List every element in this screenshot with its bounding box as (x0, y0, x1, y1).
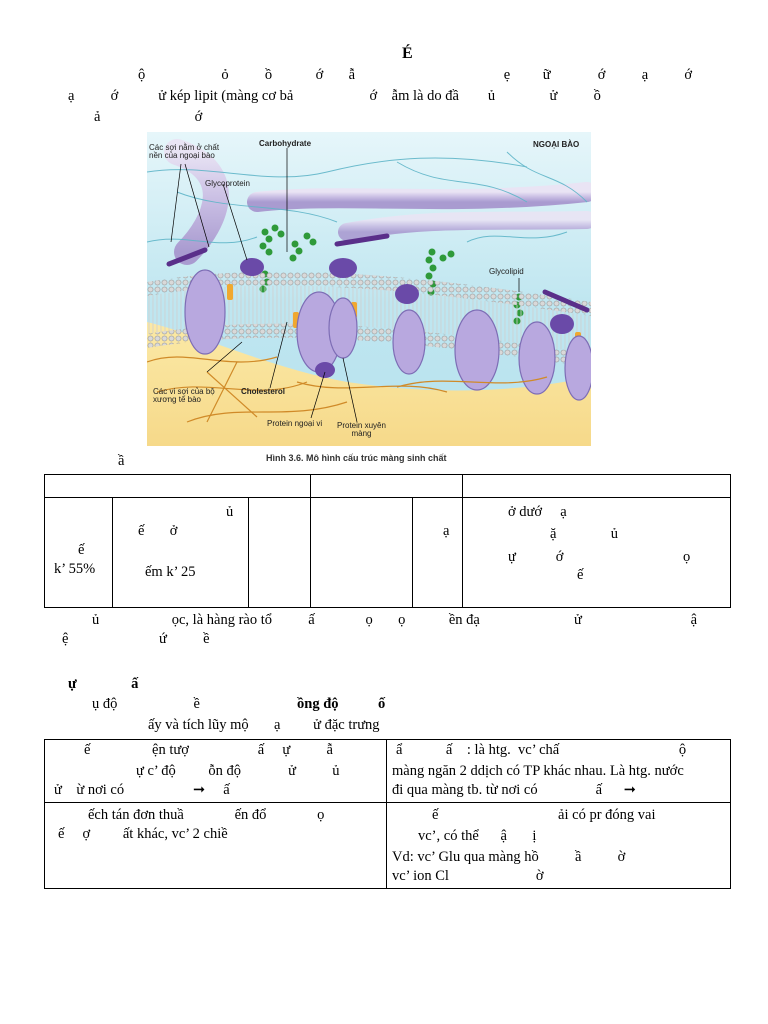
table1-col5-a: ở dướ ạ (508, 504, 567, 520)
section2-title: ự ấ (68, 676, 139, 692)
table2-r2-left-2: ế ợ ất khác, vc’ 2 chiề (58, 826, 228, 842)
table1-lipid-a: ế (78, 542, 85, 558)
table1-protein-c: ếm k’ 25 (145, 564, 196, 580)
table1-col4: ạ (443, 523, 450, 539)
table2-r1-right-1: ẩ ấ : là htg. vc’ chấ ộ (396, 742, 687, 758)
label-cholesterol: Cholesterol (241, 387, 286, 396)
intro-line-3: ả ớ (94, 109, 203, 125)
page-heading: É (402, 45, 413, 62)
table2-r2-right-4: vc’ ion Cl ờ (392, 868, 544, 884)
table1-col5-c: ự ớ ọ (508, 549, 691, 565)
label-carbohydrate: Carbohydrate (259, 139, 312, 148)
section2-sub1-c: ố (378, 696, 386, 712)
table2-r2-right-3: Vd: vc’ Glu qua màng hồ ầ ờ (392, 849, 626, 865)
after-table-line-2: ệ ứ ề (62, 631, 210, 647)
table1-lipid-b: k’ 55% (54, 561, 96, 577)
caption-prefix: ầ (118, 453, 125, 469)
label-glycoprotein: Glycoprotein (205, 179, 250, 188)
label-peripheral-protein: Protein ngoại vi (267, 419, 323, 428)
intro-line-2: ạ ớ ử kép lipit (màng cơ bả ớ ẫm là do đầ ủ ử ồ (68, 88, 601, 104)
table2-r1-right-2: màng ngăn 2 ddịch có TP khác nhau. Là htg. nước (392, 763, 684, 779)
section2-sub1-a: ụ độ ề (92, 696, 200, 712)
fiber-tube-2 (257, 192, 587, 202)
table2-r1-left-3: ử ừ nơi có ➞ ấ (54, 782, 230, 798)
label-transmembrane-protein: Protein xuyên màng (337, 421, 386, 439)
label-cytoskeleton: Các vi sợi của bộ xương tế bào (153, 387, 215, 405)
table2-r2-right-2: vc’, có thể ậ ị (418, 828, 537, 844)
label-glycolipid: Glycolipid (489, 267, 524, 276)
table2-r2-left-1: ếch tán đơn thuầ ến đổ ọ (88, 807, 325, 823)
label-ecm-fibers: Các sợi nằm ở chất nền của ngoại bào (149, 143, 220, 161)
section2-sub2: ấy và tích lũy mộ ạ ử đặc trưng (148, 717, 380, 733)
after-table-line-1: ủ ọc, là hàng rào tổ ấ ọ ọ ền đạ ử ậ (92, 612, 698, 628)
table1-protein-b: ế ở (138, 523, 178, 539)
table2-r1-left-1: ế ện tượ ấ ự ẫ (84, 742, 333, 758)
membrane-figure (147, 132, 591, 446)
table2-r2-right-1: ế ải có pr đóng vai (432, 807, 656, 823)
section2-sub1-b: ồng độ (297, 696, 339, 712)
label-extracellular: NGOẠI BÀO (533, 140, 580, 149)
figure-caption: Hình 3.6. Mô hình cấu trúc màng sinh chất (266, 453, 447, 463)
table1-col5-d: ế (577, 567, 584, 583)
table1-protein-a: ủ (226, 504, 234, 520)
intro-line-1: ộ ỏ ồ ớ ẫ ẹ ữ ớ ạ ớ (138, 67, 693, 83)
table2-r1-right-3: đi qua màng tb. từ nơi có ấ ➞ (392, 782, 636, 798)
table2-r1-left-2: ự c’ độ ỗn độ ử ủ (136, 763, 340, 779)
table1-col5-b: ặ ủ (550, 526, 619, 542)
